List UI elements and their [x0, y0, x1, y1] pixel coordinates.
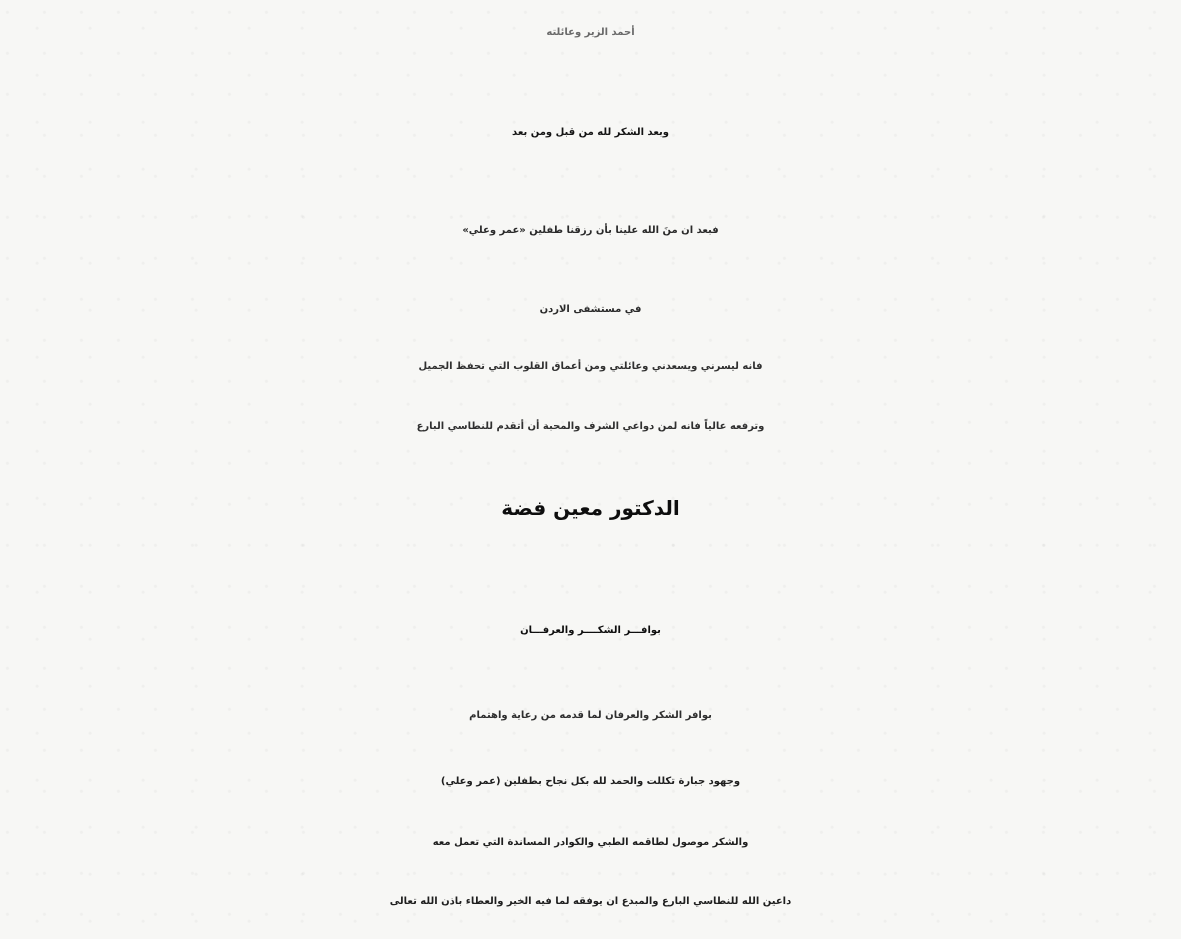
body-line-3: والشكر موصول لطاقمه الطبي والكوادر المساندة التي تعمل معه — [432, 837, 749, 848]
sender-name: أحمد الزير وعائلته — [546, 27, 635, 38]
hospital-name: في مستشفى الاردن — [539, 304, 642, 315]
closing-prayer: داعين الله للنطاسي البارع والمبدع ان يوفقه لما فيه الخير والعطاء باذن الله تعالى — [389, 896, 792, 907]
gratitude-line-2: وترفعه عالياً فانه لمن دواعي الشرف والمحبة أن أتقدم للنطاسي البارع — [416, 421, 765, 432]
body-line-2: وجهود جبارة تكللت والحمد لله بكل نجاح بطفلين (عمر وعلي) — [440, 776, 741, 787]
body-line-1: بوافر الشكر والعرفان لما قدمه من رعاية واهتمام — [469, 710, 712, 721]
doctor-name-headline: الدكتور معين فضة — [501, 496, 680, 520]
birth-announcement: فبعد ان منَ الله علينا بأن رزقنا طفلين «عمر وعلي» — [462, 225, 719, 236]
gratitude-line-1: فانه ليسرني ويسعدني وعائلتي ومن أعماق القلوب التي تحفظ الجميل — [418, 361, 763, 372]
thanks-headline: بوافـــر الشكــــر والعرفـــان — [520, 625, 661, 636]
opening-praise: وبعد الشكر لله من قبل ومن بعد — [512, 127, 669, 138]
